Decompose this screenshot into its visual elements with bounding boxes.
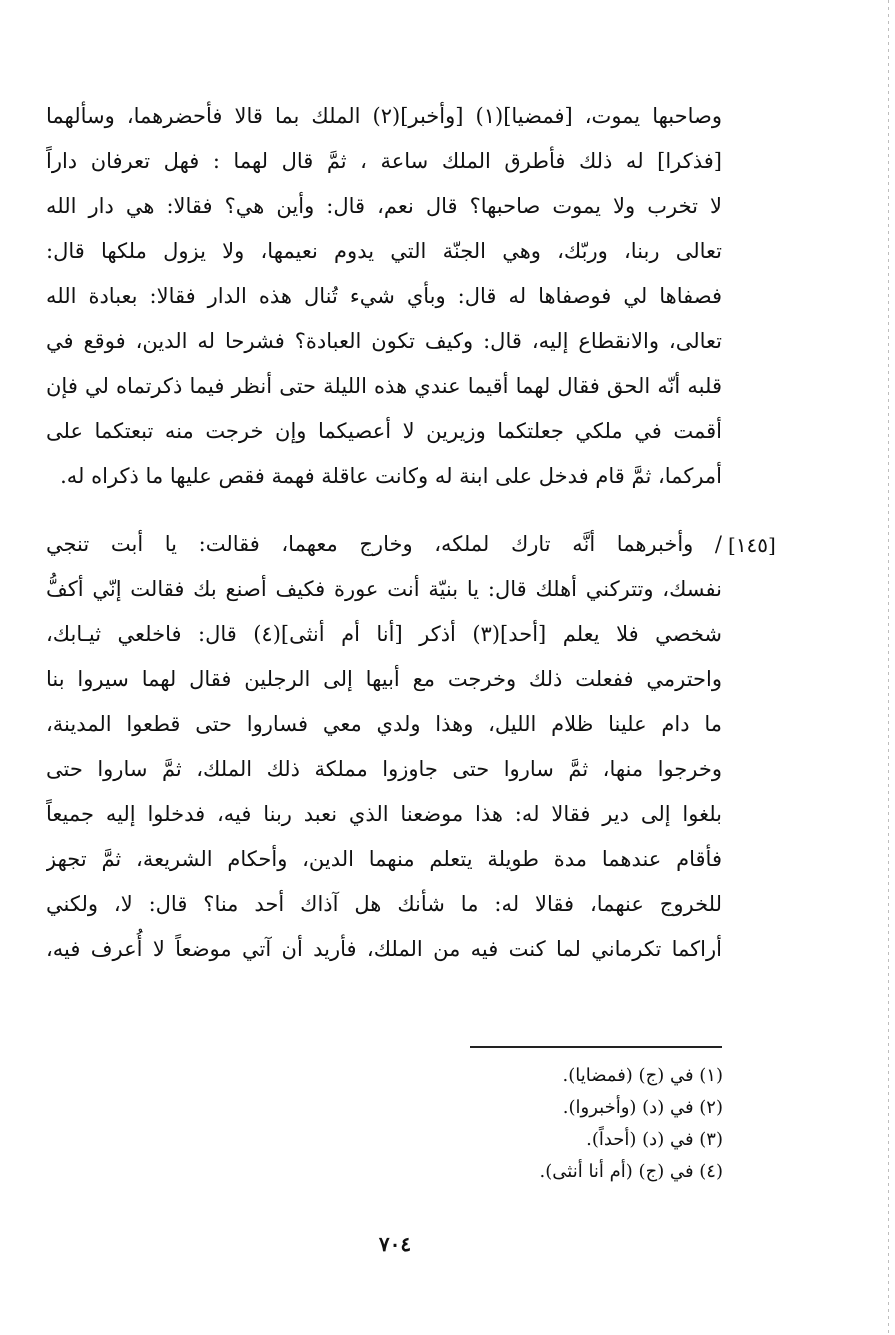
text-line: [فذكرا] له ذلك فأطرق الملك ساعة ، ثمَّ قال لهما : فهل تعرفان داراً [46,149,722,173]
text-line: شخصي فلا يعلم [أحد](٣) أذكر [أنا أم أنثى](٤) قال: فاخلعي ثيـابك، [46,622,722,646]
text-line: / وأخبرهما أنَّه تارك لملكه، وخارج معهما، فقالت: يا أبت تنجي [46,532,722,556]
manuscript-page-marker: [١٤٥] [728,533,776,557]
footnote: (٣) في (د) (أحداً). [586,1129,723,1150]
footnote: (١) في (ج) (فمضايا). [562,1065,723,1086]
main-text-paragraph-1 [46,94,722,499]
text-line: أمركما، ثمَّ قام فدخل على ابنة له وكانت عاقلة فهمة فقص عليها ما ذكراه له. [60,464,722,488]
text-line: تعالى، والانقطاع إليه، قال: وكيف تكون العبادة؟ فشرحا له الدين، فوقع في [46,329,722,353]
text-line: واحترمي ففعلت ذلك وخرجت مع أبيها إلى الرجلين فقال لهما سيروا بنا [46,667,722,691]
text-line: تعالى ربنا، وربّك، وهي الجنّة التي يدوم نعيمها، ولا يزول ملكها قال: [46,239,722,263]
main-text-paragraph-2 [46,522,722,972]
text-line: نفسك، وتتركني أهلك قال: يا بنيّة أنت عورة فكيف أصنع بك فقالت إنّي أكفُّ [46,577,722,601]
text-line: وخرجوا منها، ثمَّ ساروا حتى جاوزوا مملكة ذلك الملك، ثمَّ ساروا حتى [46,757,722,781]
text-line: أقمت في ملكي جعلتكما وزيرين لا أعصيكما وإن خرجت منه تبعتكما على [46,419,722,443]
footnotes [323,1060,723,1188]
text-line: للخروج عنهما، فقالا له: ما شأنك هل آذاك أحد منا؟ قال: لا، ولكني [46,892,722,916]
footnote: (٢) في (د) (وأخبروا). [562,1097,723,1118]
text-line: فأقام عندهما مدة طويلة يتعلم منهما الدين، وأحكام الشريعة، ثمَّ تجهز [46,847,722,871]
text-line: أراكما تكرماني لما كنت فيه من الملك، فأريد أن آتي موضعاً لا أُعرف فيه، [46,937,722,961]
text-line: لا تخرب ولا يموت صاحبها؟ قال نعم، قال: وأين هي؟ فقالا: هي دار الله [46,194,722,218]
scan-edge-shadow [888,0,889,1335]
text-line: فصفاها لي فوصفاها له قال: وبأي شيء تُنال هذه الدار فقالا: بعبادة الله [46,284,722,308]
footnote: (٤) في (ج) (أم أنا أنثى). [539,1161,723,1182]
text-line: قلبه أنّه الحق فقال لهما أقيما عندي هذه الليلة حتى أنظر فيما ذكرتماه لي فإن [46,374,722,398]
text-line: وصاحبها يموت، [فمضيا](١) [وأخبر](٢) الملك بما قالا فأحضرهما، وسألهما [46,104,722,128]
page-number: ٧٠٤ [378,1232,412,1256]
text-line: ما دام علينا ظلام الليل، وهذا ولدي معي فساروا حتى قطعوا المدينة، [46,712,722,736]
footnote-divider [470,1046,722,1048]
text-line: بلغوا إلى دير فقالا له: هذا موضعنا الذي نعبد ربنا فيه، فدخلوا إليه جميعاً [46,802,722,826]
